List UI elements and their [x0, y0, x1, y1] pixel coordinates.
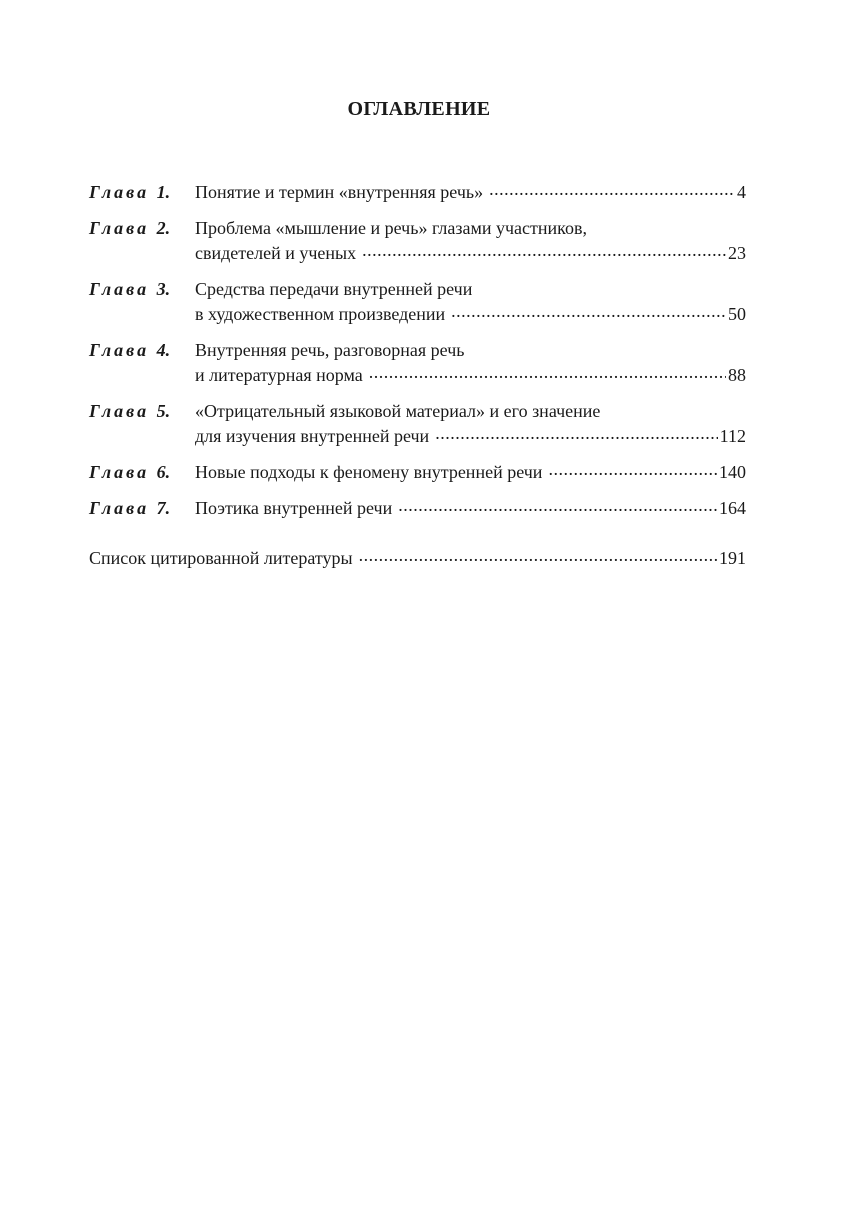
chapter-title-line: свидетелей и ученых: [195, 243, 357, 263]
page-number: 88: [728, 365, 746, 385]
toc-entry-chapter-2[interactable]: [89, 216, 746, 266]
chapter-title-line: Внутренняя речь, разговорная речь: [195, 340, 465, 360]
chapter-title-line: Понятие и термин «внутренняя речь»: [195, 182, 484, 202]
chapter-title: [195, 338, 746, 388]
table-of-contents: [89, 180, 746, 582]
chapter-label: [89, 496, 170, 521]
dot-leader: [451, 302, 726, 320]
chapter-word: Глава: [89, 218, 150, 238]
chapter-title-line: «Отрицательный языковой материал» и его значение: [195, 401, 601, 421]
chapter-title-line: Средства передачи внутренней речи: [195, 279, 473, 299]
page-title: ОГЛАВЛЕНИЕ: [347, 98, 491, 120]
toc-entry-chapter-6[interactable]: [89, 460, 746, 485]
chapter-label: [89, 277, 170, 302]
chapter-title-line: Поэтика внутренней речи: [195, 498, 393, 518]
toc-entry-chapter-5[interactable]: [89, 399, 746, 449]
chapter-title-line: в художественном произведении: [195, 304, 446, 324]
chapter-word: Глава: [89, 279, 150, 299]
chapter-label: [89, 399, 170, 424]
chapter-label: [89, 180, 170, 205]
toc-entry-bibliography[interactable]: [89, 546, 746, 571]
dot-leader: [369, 363, 726, 381]
chapter-number: 7.: [156, 498, 171, 518]
toc-entry-chapter-7[interactable]: [89, 496, 746, 521]
page-number: 23: [728, 243, 746, 263]
chapter-word: Глава: [89, 498, 150, 518]
chapter-word: Глава: [89, 462, 150, 482]
chapter-title: [195, 460, 746, 485]
chapter-number: 2.: [156, 218, 171, 238]
toc-entry-chapter-1[interactable]: [89, 180, 746, 205]
dot-leader: [359, 546, 717, 564]
chapter-number: 4.: [156, 340, 171, 360]
chapter-label: [89, 460, 170, 485]
chapter-word: Глава: [89, 182, 150, 202]
chapter-title-line: и литературная норма: [195, 365, 363, 385]
chapter-number: 3.: [156, 279, 171, 299]
chapter-number: 6.: [156, 462, 171, 482]
dot-leader: [435, 424, 717, 442]
page-number: 4: [737, 182, 746, 202]
chapter-label: [89, 216, 170, 241]
chapter-title: [195, 180, 746, 205]
chapter-word: Глава: [89, 340, 150, 360]
chapter-title-line: Новые подходы к феномену внутренней речи: [195, 462, 543, 482]
chapter-number: 1.: [156, 182, 171, 202]
dot-leader: [489, 180, 735, 198]
bibliography-text: Список цитированной литературы: [89, 548, 353, 568]
chapter-title: [195, 216, 746, 266]
dot-leader: [398, 496, 717, 514]
dot-leader: [548, 460, 717, 478]
page-number: 50: [728, 304, 746, 324]
page-number: 164: [719, 498, 746, 518]
chapter-title: [195, 277, 746, 327]
chapter-number: 5.: [156, 401, 171, 421]
page-number: 191: [719, 548, 746, 568]
chapter-title: [195, 399, 746, 449]
bibliography-title: [89, 546, 746, 571]
chapter-title-line: для изучения внутренней речи: [195, 426, 430, 446]
chapter-title: [195, 496, 746, 521]
chapter-title-line: Проблема «мышление и речь» глазами участников,: [195, 218, 588, 238]
toc-entry-chapter-4[interactable]: [89, 338, 746, 388]
toc-entry-chapter-3[interactable]: [89, 277, 746, 327]
chapter-word: Глава: [89, 401, 150, 421]
chapter-label: [89, 338, 170, 363]
page-number: 112: [719, 426, 746, 446]
page-number: 140: [719, 462, 746, 482]
dot-leader: [362, 241, 726, 259]
